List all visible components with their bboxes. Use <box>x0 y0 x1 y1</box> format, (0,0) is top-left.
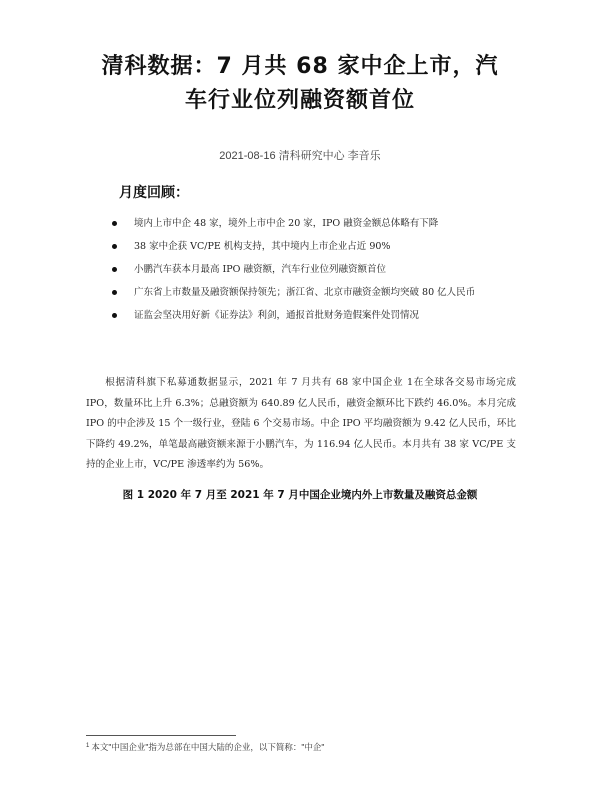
summary-bullet-list <box>112 212 532 327</box>
bullet-dot-icon <box>112 244 117 249</box>
bullet-item <box>112 212 532 235</box>
document-meta: 2021-08-16 清科研究中心 李音乐 <box>219 150 381 162</box>
bullet-dot-icon <box>112 290 117 295</box>
bullet-text: 境内上市中企 48 家，境外上市中企 20 家，IPO 融资金额总体略有下降 <box>134 218 439 229</box>
bullet-text: 广东省上市数量及融资额保持领先；浙江省、北京市融资金额均突破 80 亿人民币 <box>134 287 476 298</box>
bullet-item <box>112 235 532 258</box>
figure-caption: 图 1 2020 年 7 月至 2021 年 7 月中国企业境内外上市数量及融资总金额 <box>122 489 478 501</box>
footnote-divider <box>86 735 236 736</box>
bullet-text: 38 家中企获 VC/PE 机构支持，其中境内上市企业占近 90% <box>134 241 391 252</box>
footnote-marker: 1 <box>86 743 90 749</box>
bullet-item <box>112 281 532 304</box>
bullet-text: 小鹏汽车获本月最高 IPO 融资额，汽车行业位列融资额首位 <box>134 264 386 275</box>
footnote <box>86 741 324 753</box>
bullet-item <box>112 304 532 327</box>
bullet-dot-icon <box>112 267 117 272</box>
bullet-dot-icon <box>112 221 117 226</box>
section-heading: 月度回顾： <box>119 185 189 201</box>
document-title-line-1: 清科数据：7 月共 68 家中企上市，汽 <box>101 54 499 79</box>
bullet-item <box>112 258 532 281</box>
bullet-text: 证监会坚决用好新《证券法》利剑，通报首批财务造假案件处罚情况 <box>134 310 420 321</box>
footnote-text: 本文"中国企业"指为总部在中国大陆的企业，以下简称："中企" <box>91 742 325 752</box>
body-paragraph: 根据清科旗下私募通数据显示，2021 年 7 月共有 68 家中国企业 1在全球各交易市场完成 IPO，数量环比上升 6.3%；总融资额为 640.89 亿人民币，融资金额环比下跌约 46.0%。本月完成 IPO 的中企涉及 15 个一级行业，登陆 6 个交易市场。中企 IPO 平均融资额为 9.42 亿人民币，环比下降约 49.2%，单笔最高融资额来源于小鹏汽车，为 116.94 亿人民币。本月共有 38 家 VC/PE 支持的企业上市，VC/PE 渗透率约为 56%。 <box>86 377 516 470</box>
bullet-dot-icon <box>112 313 117 318</box>
document-title-line-2: 车行业位列融资额首位 <box>184 88 415 113</box>
